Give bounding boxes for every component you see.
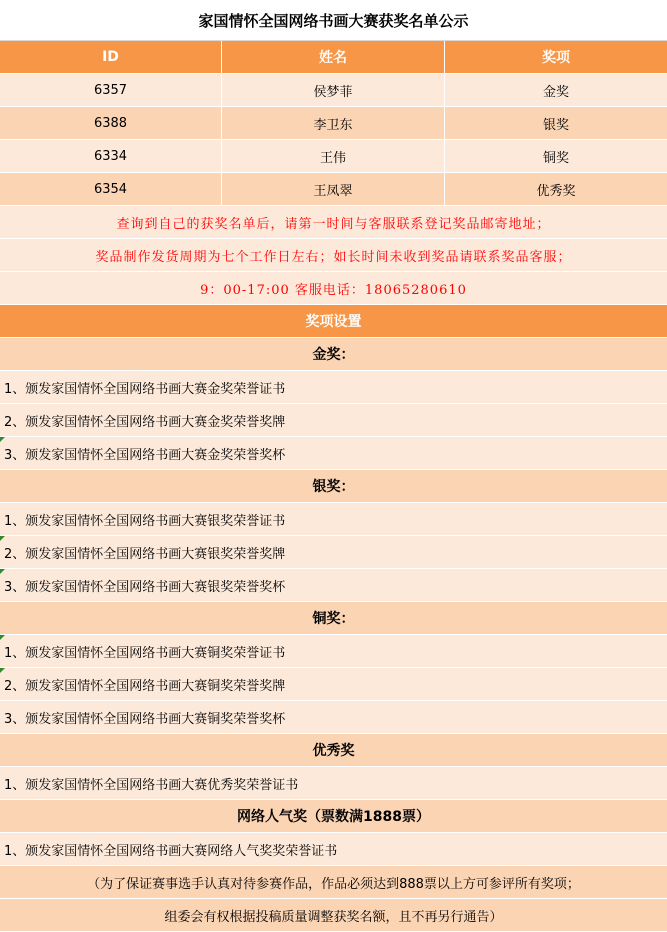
notice-line: 查询到自己的获奖名单后，请第一时间与客服联系登记奖品邮寄地址； <box>0 206 667 239</box>
list-item <box>0 668 667 701</box>
silver-award-title: 银奖： <box>0 470 667 503</box>
awards-section-title: 奖项设置 <box>0 305 667 338</box>
list-item-text: 2、颁发家国情怀全国网络书画大赛铜奖荣誉奖牌 <box>4 678 286 694</box>
table-row <box>0 74 667 107</box>
list-item <box>0 536 667 569</box>
cell-comment-marker <box>0 668 5 673</box>
list-item-text: 1、颁发家国情怀全国网络书画大赛铜奖荣誉证书 <box>4 645 286 661</box>
cell-award: 优秀奖 <box>536 183 576 199</box>
table-row <box>0 140 667 173</box>
cell-id: 6354 <box>0 173 222 205</box>
list-item-text: 3、颁发家国情怀全国网络书画大赛金奖荣誉奖杯 <box>4 447 286 463</box>
cell-id: 6357 <box>0 74 222 106</box>
cell-id: 6388 <box>0 107 222 139</box>
list-item <box>0 569 667 602</box>
cell-award: 铜奖 <box>542 150 569 166</box>
notice-line: 奖品制作发货周期为七个工作日左右；如长时间未收到奖品请联系奖品客服； <box>0 239 667 272</box>
header-award: 奖项 <box>542 50 570 66</box>
table-row <box>0 107 667 140</box>
popular-award-title: 网络人气奖（票数满1888票） <box>0 800 667 833</box>
cell-comment-marker <box>0 536 5 541</box>
footer-note: 组委会有权根据投稿质量调整获奖名额，且不再另行通告） <box>0 899 667 932</box>
cell-award: 银奖 <box>542 117 569 133</box>
table-header <box>0 41 667 74</box>
header-id: ID <box>0 41 222 73</box>
list-item <box>0 437 667 470</box>
list-item-text: 3、颁发家国情怀全国网络书画大赛银奖荣誉奖杯 <box>4 579 286 595</box>
gold-award-title: 金奖： <box>0 338 667 371</box>
footer-note: （为了保证赛事选手认真对待参赛作品，作品必须达到888票以上方可参评所有奖项； <box>0 866 667 899</box>
cell-name: 李卫东 <box>222 107 445 139</box>
list-item: 1、颁发家国情怀全国网络书画大赛优秀奖荣誉证书 <box>0 767 667 800</box>
list-item: 1、颁发家国情怀全国网络书画大赛银奖荣誉证书 <box>0 503 667 536</box>
excellent-award-title: 优秀奖 <box>0 734 667 767</box>
header-name: 姓名 <box>222 41 445 73</box>
list-item: 2、颁发家国情怀全国网络书画大赛金奖荣誉奖牌 <box>0 404 667 437</box>
list-item-text: 2、颁发家国情怀全国网络书画大赛银奖荣誉奖牌 <box>4 546 286 562</box>
bronze-award-title: 铜奖： <box>0 602 667 635</box>
cell-comment-marker <box>0 635 5 640</box>
cell-comment-marker <box>0 437 5 442</box>
page-title: 家国情怀全国网络书画大赛获奖名单公示 <box>0 0 667 41</box>
list-item: 3、颁发家国情怀全国网络书画大赛铜奖荣誉奖杯 <box>0 701 667 734</box>
cell-comment-marker <box>0 569 5 574</box>
list-item: 1、颁发家国情怀全国网络书画大赛网络人气奖奖荣誉证书 <box>0 833 667 866</box>
list-item: 1、颁发家国情怀全国网络书画大赛金奖荣誉证书 <box>0 371 667 404</box>
cell-award: 金奖 <box>542 84 569 100</box>
cell-name: 王凤翠 <box>222 173 445 205</box>
service-hours-line: 9：00-17:00 客服电话：18065280610 <box>0 272 667 305</box>
cell-name: 王伟 <box>222 140 445 172</box>
cell-id: 6334 <box>0 140 222 172</box>
table-row <box>0 173 667 206</box>
list-item <box>0 635 667 668</box>
cell-name: 侯梦菲 <box>222 74 445 106</box>
